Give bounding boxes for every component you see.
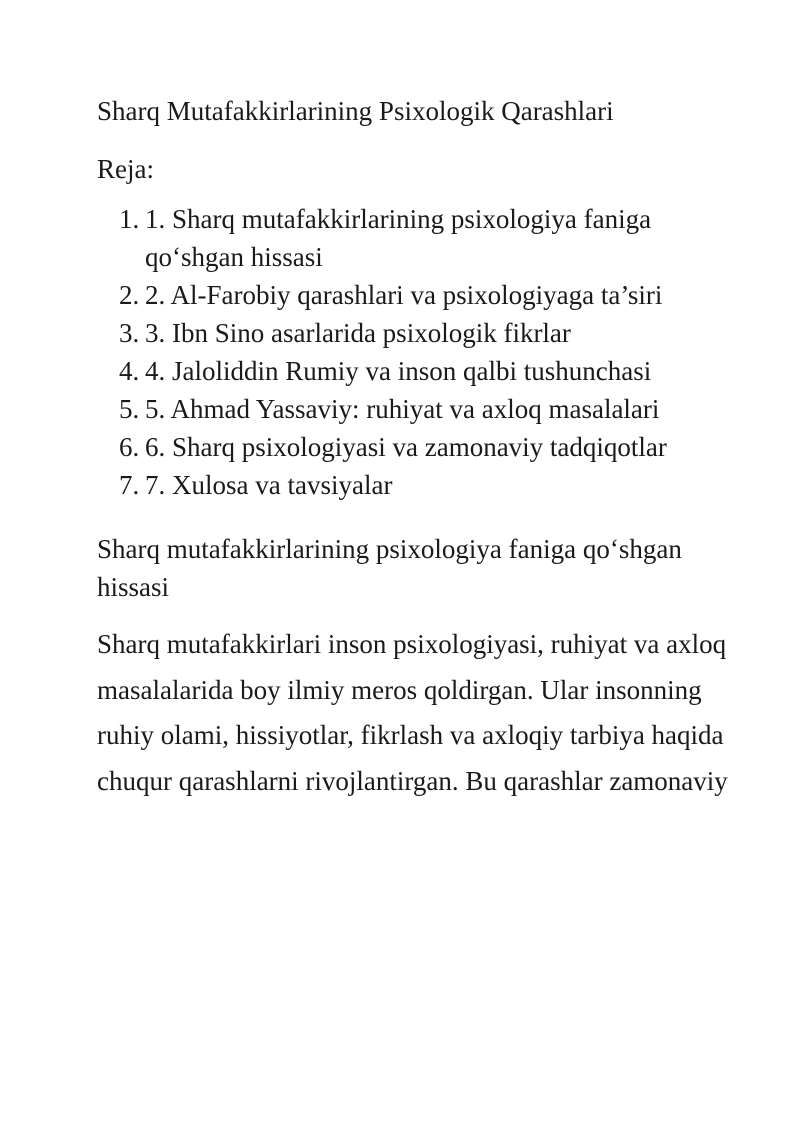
plan-item xyxy=(97,200,737,276)
plan-item-text: 1. Sharq mutafakkirlarining psixologiya faniga qo‘shgan hissasi xyxy=(145,204,652,272)
document-page xyxy=(97,92,737,804)
plan-item xyxy=(97,428,737,466)
plan-item-number: 3. xyxy=(119,318,140,348)
plan-item-number: 1. xyxy=(119,204,140,234)
section-heading: Sharq mutafakkirlarining psixologiya faniga qo‘shgan hissasi xyxy=(97,534,682,602)
plan-item-text: 3. Ibn Sino asarlarida psixologik fikrlar xyxy=(145,318,571,348)
plan-item-text: 2. Al-Farobiy qarashlari va psixologiyaga ta’siri xyxy=(145,280,663,310)
document-title: Sharq Mutafakkirlarining Psixologik Qarashlari xyxy=(97,96,614,126)
plan-item xyxy=(97,314,737,352)
plan-item-number: 4. xyxy=(119,356,140,386)
plan-item-text: 5. Ahmad Yassaviy: ruhiyat va axloq masalalari xyxy=(145,394,660,424)
plan-item xyxy=(97,466,737,504)
plan-item-text: 7. Xulosa va tavsiyalar xyxy=(145,470,393,500)
plan-item xyxy=(97,390,737,428)
plan-item xyxy=(97,352,737,390)
plan-list xyxy=(97,200,737,504)
plan-item-text: 4. Jaloliddin Rumiy va inson qalbi tushunchasi xyxy=(145,356,652,386)
plan-item-number: 7. xyxy=(119,470,140,500)
plan-item-text: 6. Sharq psixologiyasi va zamonaviy tadqiqotlar xyxy=(145,432,667,462)
plan-item-number: 6. xyxy=(119,432,140,462)
plan-item-number: 5. xyxy=(119,394,140,424)
body-paragraph: Sharq mutafakkirlari inson psixologiyasi, ruhiyat va axloq masalalarida boy ilmiy meros qoldirgan. Ular insonning ruhiy olami, hissiyotlar, fikrlash va axloqiy tarbiya haqida chuqur qarashlarni rivojlantirgan. Bu qarashlar zamonaviy xyxy=(97,629,728,796)
plan-label: Reja: xyxy=(97,154,154,184)
plan-item xyxy=(97,276,737,314)
plan-item-number: 2. xyxy=(119,280,140,310)
